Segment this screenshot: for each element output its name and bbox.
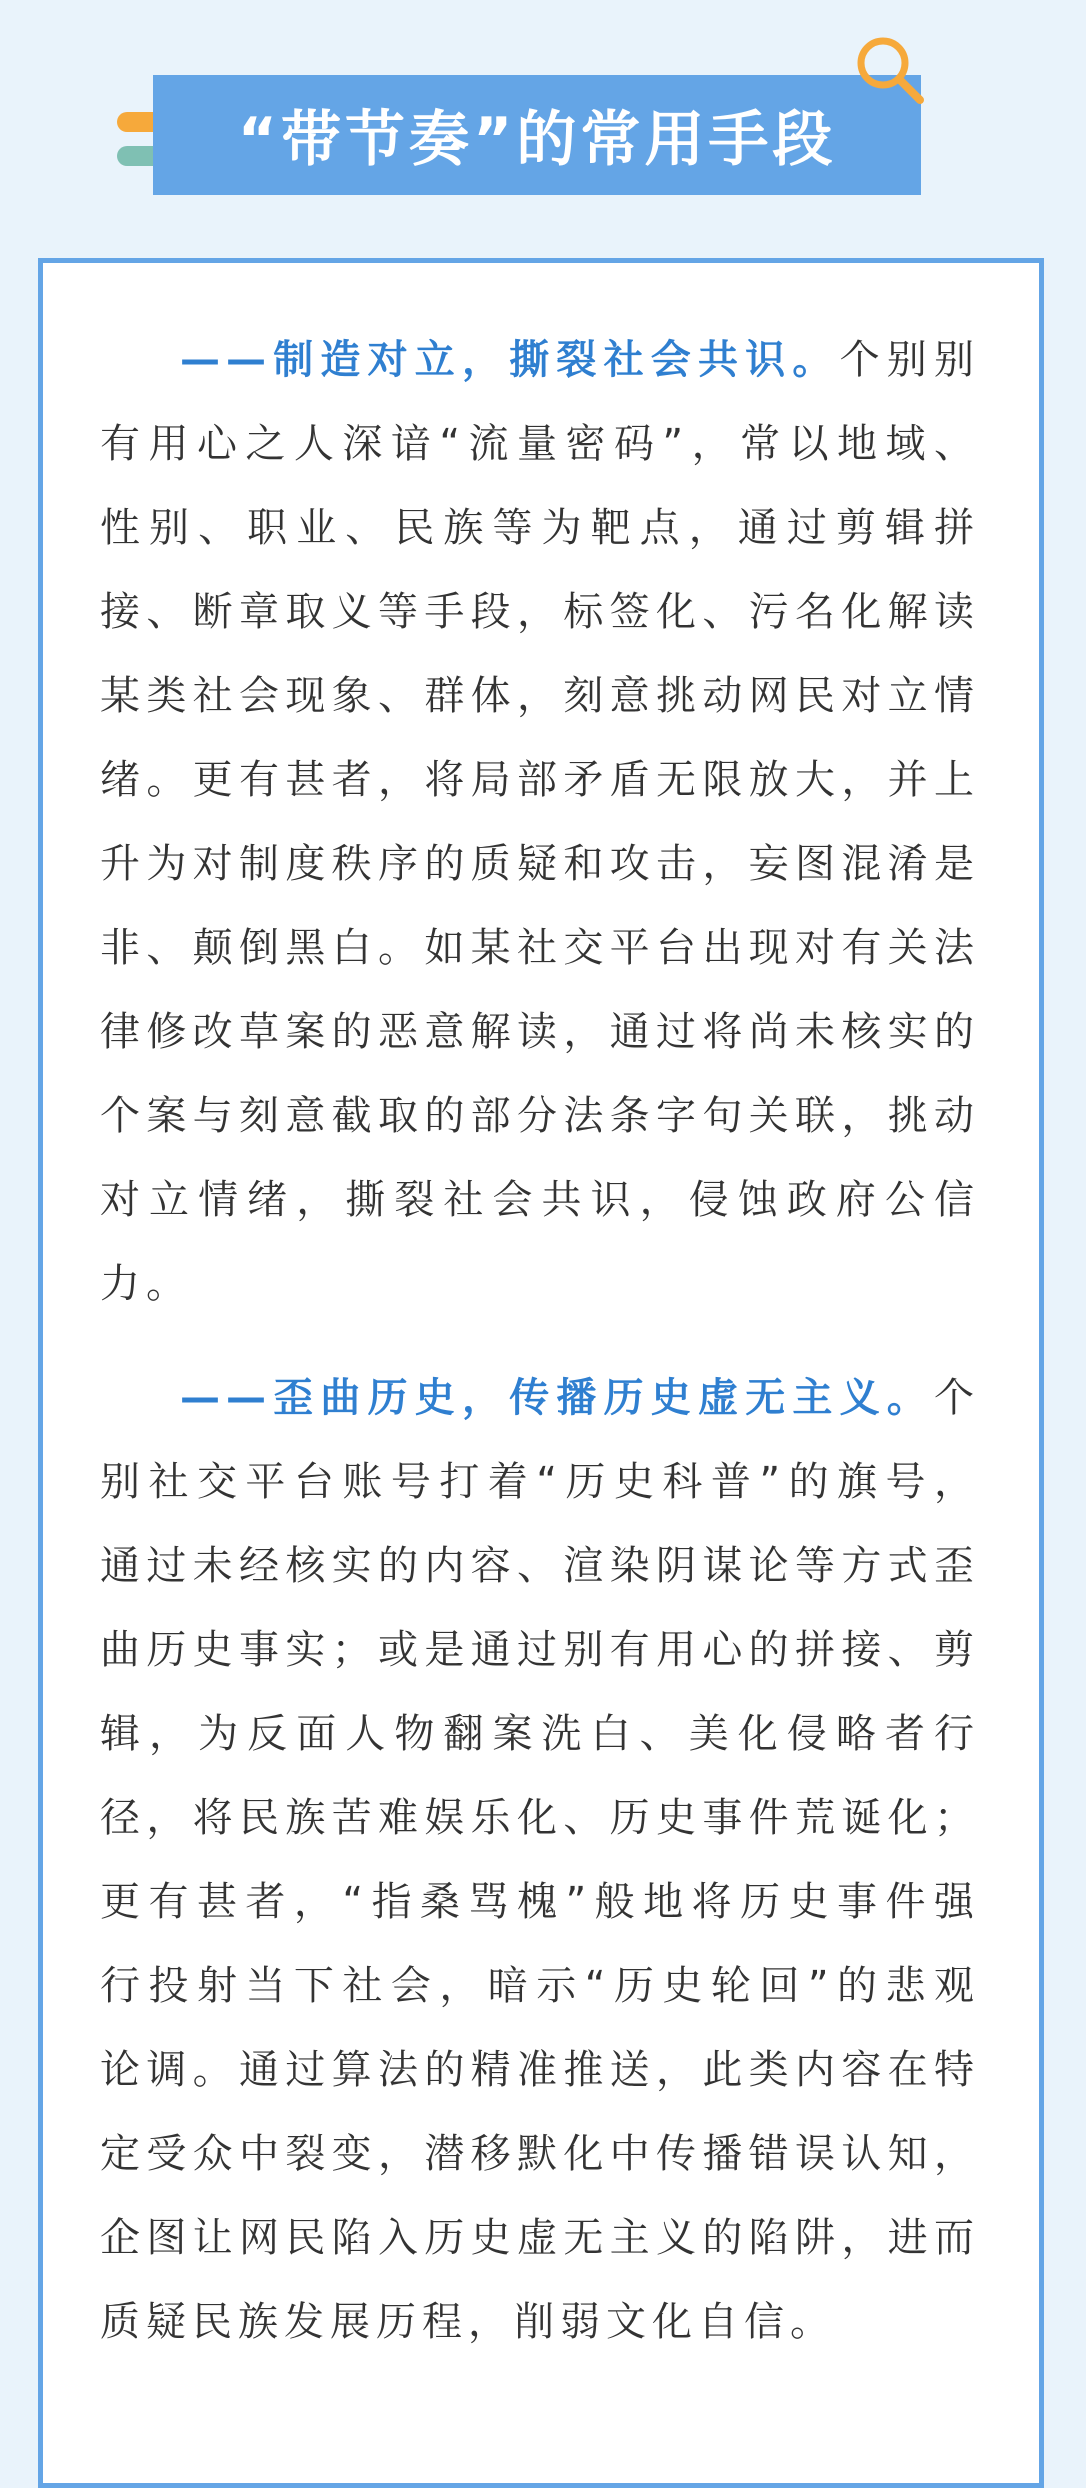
search-icon: [850, 30, 930, 110]
paragraph-2-body: 个别社交平台账号打着“历史科普”的旗号，通过未经核实的内容、渲染阴谋论等方式歪曲历史事实；或是通过别有用心的拼接、剪辑，为反面人物翻案洗白、美化侵略者行径，将民族苦难娱乐化、历史事件荒诞化；更有甚者，“指桑骂槐”般地将历史事件强行投射当下社会，暗示“历史轮回”的悲观论调。通过算法的精准推送，此类内容在特定受众中裂变，潜移默化中传播错误认知，企图让网民陷入历史虚无主义的陷阱，进而质疑民族发展历程，削弱文化自信。: [100, 1375, 980, 2345]
section-title-banner: [153, 75, 921, 195]
paragraph-1: [100, 318, 980, 1326]
section-title: “带节奏”的常用手段: [237, 105, 837, 175]
paragraph-1-lead: ——制造对立，撕裂社会共识。: [180, 337, 840, 383]
paragraph-2: [100, 1356, 980, 2364]
paragraph-2-lead: ——歪曲历史，传播历史虚无主义。: [180, 1375, 934, 1421]
paragraph-1-body: 个别别有用心之人深谙“流量密码”，常以地域、性别、职业、民族等为靶点，通过剪辑拼接、断章取义等手段，标签化、污名化解读某类社会现象、群体，刻意挑动网民对立情绪。更有甚者，将局部矛盾无限放大，并上升为对制度秩序的质疑和攻击，妄图混淆是非、颠倒黑白。如某社交平台出现对有关法律修改草案的恶意解读，通过将尚未核实的个案与刻意截取的部分法条字句关联，挑动对立情绪，撕裂社会共识，侵蚀政府公信力。: [100, 337, 981, 1307]
